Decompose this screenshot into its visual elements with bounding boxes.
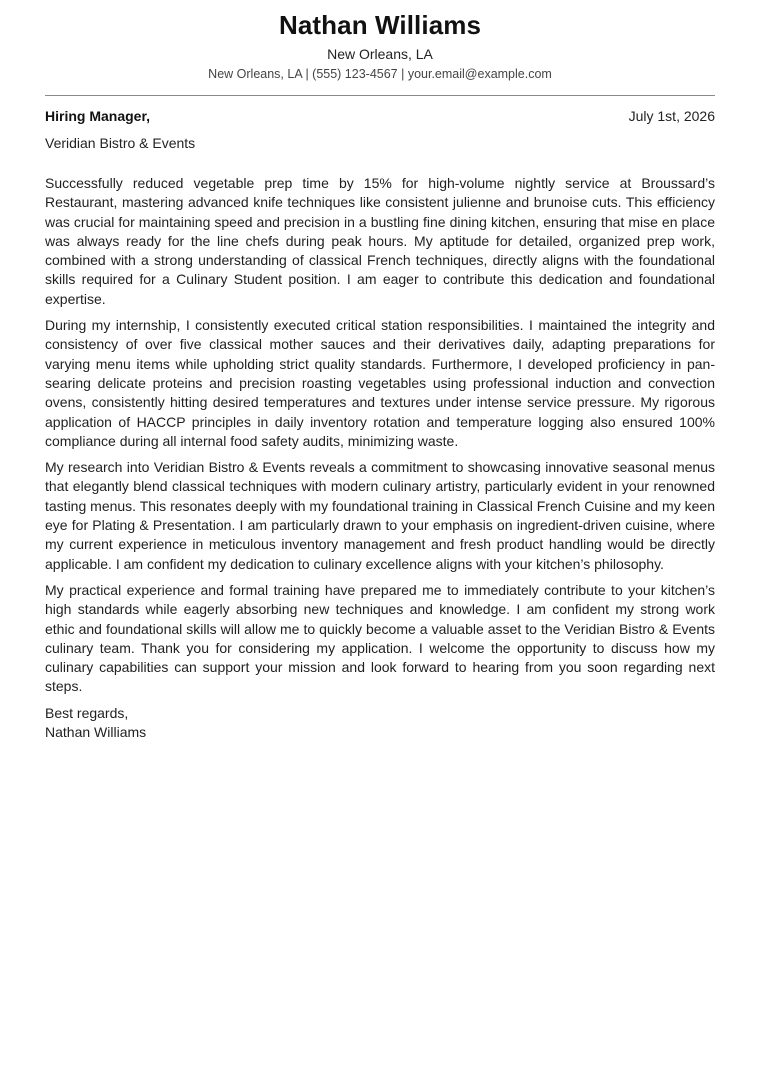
recipient-salutation: Hiring Manager, <box>45 108 151 124</box>
letter-body <box>45 174 715 697</box>
body-paragraph: My research into Veridian Bistro & Events reveals a commitment to showcasing innovative seasonal menus that elegantly blend classical techniques with modern culinary artistry, particularly evident in your renowned tasting menus. This resonates deeply with my foundational training in Classical French Cuisine and my keen eye for Plating & Presentation. I am particularly drawn to your emphasis on ingredient-driven cuisine, where my current experience in meticulous inventory management and fresh product handling would be directly applicable. I am confident my dedication to culinary excellence aligns with your kitchen’s philosophy. <box>45 459 715 572</box>
body-paragraph: Successfully reduced vegetable prep time by 15% for high-volume nightly service at Broussard’s Restaurant, mastering advanced knife techniques like consistent julienne and brunoise cuts. This efficiency was crucial for maintaining speed and precision in a bustling fine dining kitchen, ensuring that mise en place was always ready for the line chefs during peak hours. My aptitude for detailed, organized prep work, combined with a strong understanding of classical French techniques, directly aligns with the foundational skills required for a Culinary Student position. I am eager to contribute this dedication and foundational expertise. <box>45 175 715 307</box>
recipient-company: Veridian Bistro & Events <box>45 135 196 151</box>
closing-phrase: Best regards, <box>45 704 129 721</box>
header-divider <box>45 95 715 96</box>
body-paragraph: During my internship, I consistently executed critical station responsibilities. I maintained the integrity and consistency of over five classical mother sauces and their derivatives daily, adapting preparations for varying menu items while upholding strict quality standards. Furthermore, I developed proficiency in pan-searing delicate proteins and precision roasting vegetables using professional induction and convection ovens, consistently hitting desired temperatures and textures under intense service pressure. My rigorous application of HACCP principles in daily inventory rotation and temperature logging also ensured 100% compliance during all internal food safety audits, minimizing waste. <box>45 317 715 449</box>
signature-name: Nathan Williams <box>45 724 147 741</box>
letter-date: July 1st, 2026 <box>628 108 715 124</box>
recipient-date-row <box>45 106 715 126</box>
letter-header <box>45 0 715 83</box>
letter-closing <box>45 704 715 743</box>
sender-name: Nathan Williams <box>278 10 482 40</box>
sender-contact-line: New Orleans, LA | (555) 123-4567 | your.email@example.com <box>208 67 552 81</box>
body-paragraph: My practical experience and formal training have prepared me to immediately contribute to your kitchen’s high standards while eagerly absorbing new techniques and knowledge. I am confident my strong work ethic and foundational skills will allow me to quickly become a valuable asset to the Veridian Bistro & Events culinary team. Thank you for considering my application. I welcome the opportunity to discuss how my culinary capabilities can support your mission and look forward to hearing from you soon regarding next steps. <box>45 581 715 695</box>
sender-location: New Orleans, LA <box>327 46 433 62</box>
